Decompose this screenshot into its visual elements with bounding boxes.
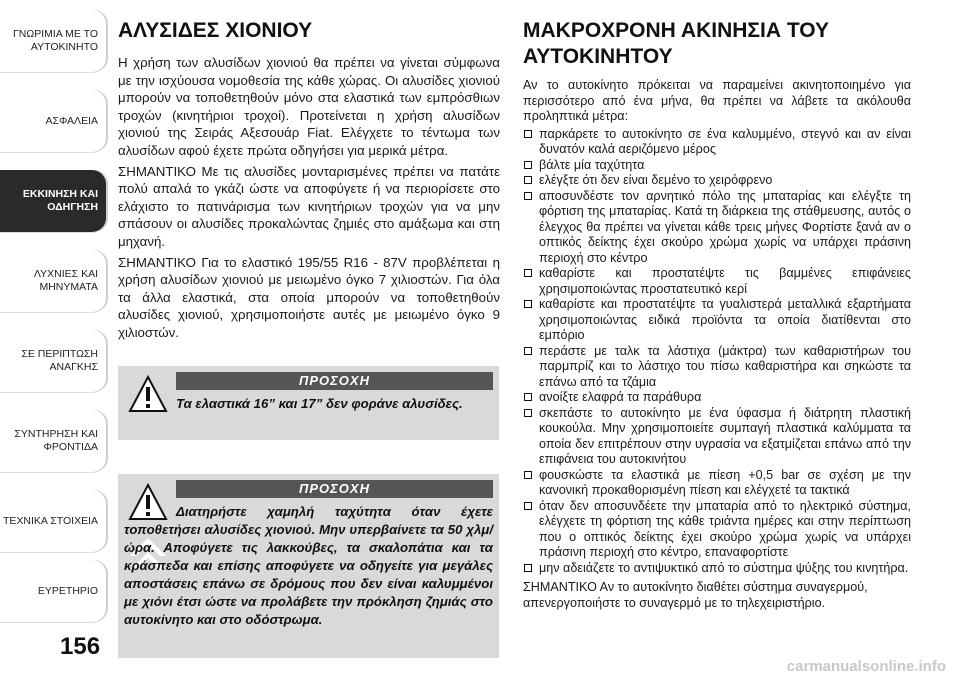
list-item: καθαρίστε και προστατέψτε τις βαμμένες επιφάνειες χρησιμοποιώντας προστατευτικό κερί	[523, 266, 911, 297]
warning-box-tyres	[118, 366, 499, 440]
checkbox-bullet-icon	[524, 347, 532, 355]
tab-index[interactable]: ΕΥΡΕΤΗΡΙΟ	[0, 560, 106, 622]
tab-lights-messages[interactable]: ΛΥΧΝΙΕΣ ΚΑΙ ΜΗΝΥΜΑΤΑ	[0, 250, 106, 312]
list-item: σκεπάστε το αυτοκίνητο με ένα ύφασμα ή διάτρητη πλαστική κουκούλα. Μην χρησιμοποιείτε συμπαγή πλαστικά καλύμματα τα οποία δεν επιτρέπουν στην υγρασία να εξατμίζεται επάνω από την επιφάνεια του αυτοκινήτου	[523, 406, 911, 468]
list-item: καθαρίστε και προστατέψτε τα γυαλιστερά μεταλλικά εξαρτήματα χρησιμοποιώντας ειδικά προϊόντα τα οποία διατίθενται στο εμπόριο	[523, 297, 911, 344]
tab-emergency[interactable]: ΣΕ ΠΕΡΙΠΤΩΣΗ ΑΝΑΓΚΗΣ	[0, 330, 106, 392]
chapter-index-sidebar	[0, 0, 110, 677]
snow-chains-section	[118, 18, 500, 342]
list-item: ελέγξτε ότι δεν είναι δεμένο το χειρόφρενο	[523, 173, 911, 189]
tab-safety[interactable]: ΑΣΦΑΛΕΙΑ	[0, 90, 106, 152]
tab-starting-driving[interactable]: ΕΚΚΙΝΗΣΗ ΚΑΙ ΟΔΗΓΗΣΗ	[0, 170, 106, 232]
checkbox-bullet-icon	[524, 176, 532, 184]
checkbox-bullet-icon	[524, 471, 532, 479]
long-storage-intro: Αν το αυτοκίνητο πρόκειται να παραμείνει ακινητοποιημένο για περισσότερο από ένα μήνα, θα πρέπει να λάβετε τα ακόλουθα προληπτικά μέτρα:	[523, 78, 911, 123]
tab-technical-data[interactable]: ΤΕΧΝΙΚΑ ΣΤΟΙΧΕΙΑ	[0, 490, 106, 552]
list-item: περάστε με ταλκ τα λάστιχα (μάκτρα) των καθαριστήρων του παρμπρίζ και το λάστιχο του πίσω καθαριστήρα και σηκώστε τα επάνω από τα τζάμια	[523, 344, 911, 391]
long-storage-title: ΜΑΚΡΟΧΡΟΝΗ ΑΚΙΝΗΣΙΑ ΤΟΥ ΑΥΤΟΚΙΝΗΤΟΥ	[523, 19, 830, 68]
warning-heading: ΠΡΟΣΟΧΗ	[176, 480, 493, 498]
checkbox-bullet-icon	[524, 130, 532, 138]
checkbox-bullet-icon	[524, 409, 532, 417]
list-item: αποσυνδέστε τον αρνητικό πόλο της μπαταρίας και ελέγξτε τη φόρτιση της μπαταρίας. Κατά τη διάρκεια της στάθμευσης, αυτός ο έλεγχος θα πρέπει να γίνεται κάθε τρεις μήνες Φορτίστε ξανά αν ο οπτικός δείκτης έχει σκούρο χρώμα χωρίς να υπάρχει πράσινη περιοχή στο κέντρο	[523, 189, 911, 267]
warning-text: Τα ελαστικά 16” και 17” δεν φοράνε αλυσίδες.	[176, 396, 463, 411]
list-item: παρκάρετε το αυτοκίνητο σε ένα καλυμμένο, στεγνό και αν είναι δυνατόν καλά αεριζόμενο μέρος	[523, 127, 911, 158]
list-item: μην αδειάζετε το αντιψυκτικό από το σύστημα ψύξης του κινητήρα.	[523, 561, 911, 577]
warning-triangle-icon	[128, 374, 168, 414]
checkbox-bullet-icon	[524, 269, 532, 277]
snow-chains-paragraph-2: ΣΗΜΑΝΤΙΚΟ Με τις αλυσίδες μονταρισμένες πρέπει να πατάτε πολύ απαλά το γκάζι ώστε να αποφύγετε ή να περιορίσετε στο ελάχιστο το πατινάρισμα των κινητήριων τροχών για να μην σπάσουν οι αλυσίδες προκαλώντας ζημιές στο αμάξωμα και στη μηχανή.	[118, 163, 500, 249]
watermark: carmanualsonline.info	[786, 658, 946, 675]
tab-maintenance[interactable]: ΣΥΝΤΗΡΗΣΗ ΚΑΙ ΦΡΟΝΤΙΔΑ	[0, 410, 106, 472]
list-item: βάλτε μία ταχύτητα	[523, 158, 911, 174]
list-item: φουσκώστε τα ελαστικά με πίεση +0,5 bar σε σχέση με την κανονική προκαθορισμένη πίεση και ελέγχετέ τα τακτικά	[523, 468, 911, 499]
checkbox-bullet-icon	[524, 502, 532, 510]
list-item: ανοίξτε ελαφρά τα παράθυρα	[523, 390, 911, 406]
list-item: όταν δεν αποσυνδέετε την μπαταρία από το ηλεκτρικό σύστημα, ελέγχετε τη φόρτιση της κάθε τριάντα ημέρες και στην περίπτωση που ο οπτικός δείκτης έχει σκούρο χρώμα χωρίς να υπάρχει πράσινη περιοχή στο κέντρο, επαναφορτίστε	[523, 499, 911, 561]
checkbox-bullet-icon	[524, 300, 532, 308]
snow-chains-title: ΑΛΥΣΙΔΕΣ ΧΙΟΝΙΟΥ	[118, 19, 313, 42]
tab-getting-to-know[interactable]: ΓΝΩΡΙΜΙΑ ΜΕ ΤΟ ΑΥΤΟΚΙΝΗΤΟ	[0, 10, 106, 72]
long-storage-section	[523, 18, 911, 611]
checkbox-bullet-icon	[524, 161, 532, 169]
snow-chains-paragraph-3: ΣΗΜΑΝΤΙΚΟ Για το ελαστικό 195/55 R16 - 87V προβλέπεται η χρήση αλυσίδων χιονιού με μειωμένο όγκο 7 χιλιοστών. Για όλα τα άλλα ελαστικά, στα οποία μπορούν να τοποθετηθούν αλυσίδες χιονιού, χρησιμοποιήστε αυτές με μειωμένο όγκο 9 χιλιοστών.	[118, 254, 500, 340]
storage-checklist	[523, 127, 911, 577]
warning-box-speed	[118, 474, 499, 658]
alarm-note: ΣΗΜΑΝΤΙΚΟ Αν το αυτοκίνητο διαθέτει σύστημα συναγερμού, απενεργοποιήστε το συναγερμό με το τηλεχειριστήριο.	[523, 580, 868, 610]
snow-chains-paragraph-1: Η χρήση των αλυσίδων χιονιού θα πρέπει να γίνεται σύμφωνα με την ισχύουσα νομοθεσία της κάθε χώρας. Οι αλυσίδες χιονιού μπορούν να τοποθετηθούν μόνο στα ελαστικά των εμπρόσθιων τροχών (κινητήριοι τροχοί). Προτείνεται η χρήση αλυσίδων χιονιού της Σειράς Αξεσουάρ Fiat. Ελέγχετε το τέντωμα των αλυσίδων αφού έχετε πρώτα οδηγήσει για μερικά μέτρα.	[118, 55, 500, 158]
checkbox-bullet-icon	[524, 393, 532, 401]
checkbox-bullet-icon	[524, 192, 532, 200]
warning-text: Διατηρήστε χαμηλή ταχύτητα όταν έχετε τοποθετήσει αλυσίδες χιονιού. Μην υπερβαίνετε τα 50 χλμ/ώρα. Αποφύγετε τις λακκούβες, τα σκαλοπάτια και τα κράσπεδα και επίσης αποφύγετε να οδηγείτε για μεγάλες αποστάσεις επάνω σε δρόμους που δεν είναι καλυμμένοι με χιόνι έτσι ώστε να προλάβετε την πρόκληση ζημιάς στο αυτοκίνητο και στο οδόστρωμα.	[124, 504, 493, 627]
warning-heading: ΠΡΟΣΟΧΗ	[176, 372, 493, 390]
checkbox-bullet-icon	[524, 564, 532, 572]
page-number: 156	[60, 633, 101, 660]
